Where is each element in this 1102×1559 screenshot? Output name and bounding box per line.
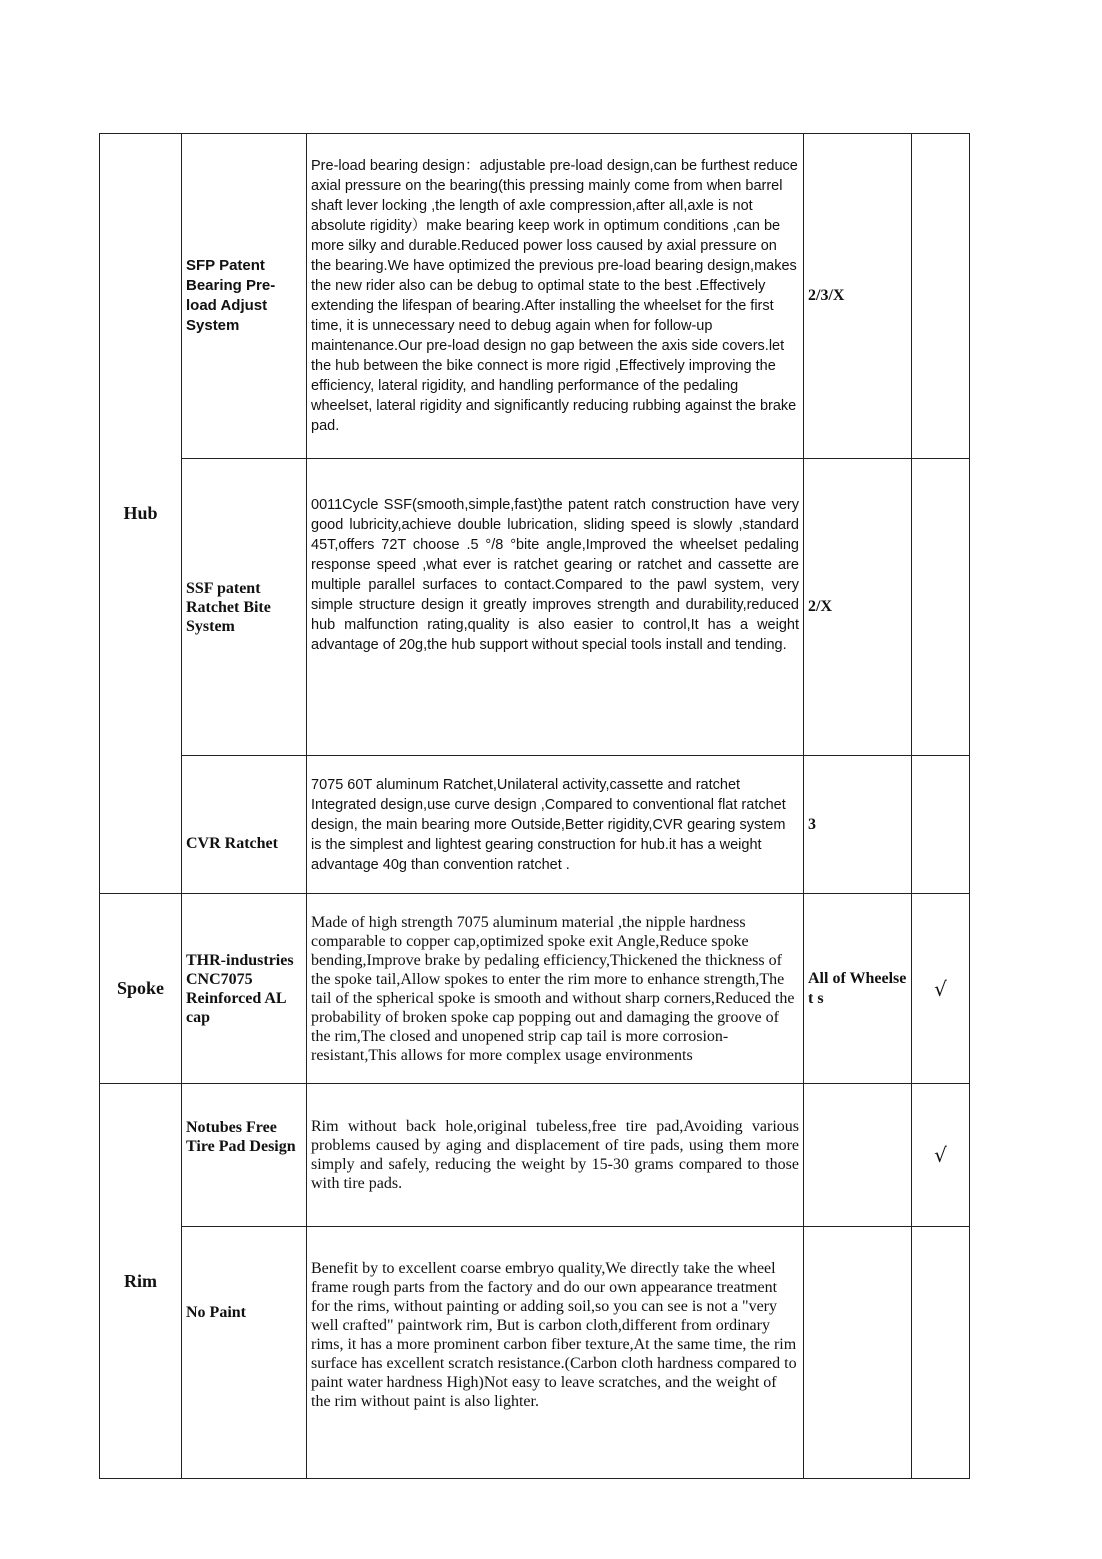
check-no-paint xyxy=(912,1227,970,1479)
value-notubes xyxy=(804,1084,912,1227)
feature-notubes xyxy=(182,1084,307,1227)
feature-sfp-bearing: SFP Patent Bearing Pre-load Adjust System xyxy=(182,134,307,459)
feature-cvr-ratchet xyxy=(182,756,307,894)
feature-cvr-ratchet-label: CVR Ratchet xyxy=(186,835,278,852)
value-cvr-ratchet: 3 xyxy=(804,756,912,894)
table-row xyxy=(100,134,970,459)
spec-table xyxy=(99,133,970,1479)
table-row xyxy=(100,459,970,756)
value-thr-cap: All of Wheelset s xyxy=(804,894,912,1084)
check-notubes: √ xyxy=(912,1084,970,1227)
description-no-paint-text: Benefit by to excellent coarse embryo quality,We directly take the wheel frame rough parts from the factory and do our own appearance treatment for the rims, without painting or adding soil,so you can see is not a "very well crafted" paintwork rim, But is carbon cloth,different from ordinary rims, it has a more prominent carbon fiber texture,At the same time, the rim surface has excellent scratch resistance.(Carbon cloth hardness compared to paint water hardness High)Not easy to leave scratches, and the weight of the rim without paint is also lighter. xyxy=(311,1260,797,1410)
value-no-paint xyxy=(804,1227,912,1479)
feature-no-paint-label: No Paint xyxy=(186,1304,246,1321)
table-row xyxy=(100,894,970,1084)
description-no-paint xyxy=(307,1227,804,1479)
description-cvr-ratchet: 7075 60T aluminum Ratchet,Unilateral activity,cassette and ratchet Integrated design,use curve design ,Compared to conventional flat ratchet design, the main bearing more Outside,Better rigidity,CVR gearing system is the simplest and lightest gearing construction for hub.it has a weight advantage 40g than convention ratchet . xyxy=(307,756,804,894)
table-row xyxy=(100,1227,970,1479)
description-ssf-ratchet xyxy=(307,459,804,756)
category-hub: Hub xyxy=(100,134,182,894)
check-thr-cap: √ xyxy=(912,894,970,1084)
check-sfp-bearing xyxy=(912,134,970,459)
feature-thr-cap: THR-industries CNC7075 Reinforced AL cap xyxy=(182,894,307,1084)
feature-no-paint xyxy=(182,1227,307,1479)
category-spoke: Spoke xyxy=(100,894,182,1084)
table-row xyxy=(100,1084,970,1227)
category-rim: Rim xyxy=(100,1084,182,1479)
value-sfp-bearing: 2/3/X xyxy=(804,134,912,459)
table-row xyxy=(100,756,970,894)
feature-notubes-label: Notubes Free Tire Pad Design xyxy=(186,1119,296,1155)
description-ssf-ratchet-text: 0011Cycle SSF(smooth,simple,fast)the patent ratch construction have very good lubricity,achieve double lubrication, sliding speed is slowly ,standard 45T,offers 72T choose .5 °/8 °bite angle,Improved the wheelset pedaling response speed ,what ever is ratchet gearing or ratchet and cassette are multiple parallel surfaces to contact.Compared to the pawl system, very simple structure design it greatly improves strength and durability,reduced hub malfunction rating,quality is also easier to control,It has a weight advantage of 20g,the hub support without special tools install and tending. xyxy=(311,497,799,653)
check-cvr-ratchet xyxy=(912,756,970,894)
description-thr-cap: Made of high strength 7075 aluminum material ,the nipple hardness comparable to copper cap,optimized spoke exit Angle,Reduce spoke bending,Improve brake by pedaling efficiency,Thickened the thickness of the spoke tail,Allow spokes to enter the rim more to enhance strength,The tail of the spherical spoke is smooth and without sharp corners,Reduced the probability of broken spoke cap popping out and damaging the groove of the rim,The closed and unopened strip cap tail is more corrosion-resistant,This allows for more complex usage environments xyxy=(307,894,804,1084)
check-ssf-ratchet xyxy=(912,459,970,756)
description-sfp-bearing: Pre-load bearing design：adjustable pre-load design,can be furthest reduce axial pressure on the bearing(this pressing mainly come from when barrel shaft lever locking ,the length of axle compression,after all,axle is not absolute rigidity）make bearing keep work in optimum conditions ,can be more silky and durable.Reduced power loss caused by axial pressure on the bearing.We have optimized the previous pre-load bearing design,makes the new rider also can be debug to optimal state to the best .Effectively extending the lifespan of bearing.After installing the wheelset for the first time, it is unnecessary need to debug again when for follow-up maintenance.Our pre-load design no gap between the axis side covers.let the hub between the bike connect is more rigid ,Effectively improving the efficiency, lateral rigidity, and handling performance of the pedaling wheelset, lateral rigidity and significantly reducing rubbing against the brake pad. xyxy=(307,134,804,459)
feature-ssf-ratchet: SSF patent Ratchet Bite System xyxy=(182,459,307,756)
description-notubes: Rim without back hole,original tubeless,free tire pad,Avoiding various problems caused by aging and displacement of tire pads, using them more simply and safely, reducing the weight by 15-30 grams compared to those with tire pads. xyxy=(307,1084,804,1227)
value-ssf-ratchet: 2/X xyxy=(804,459,912,756)
